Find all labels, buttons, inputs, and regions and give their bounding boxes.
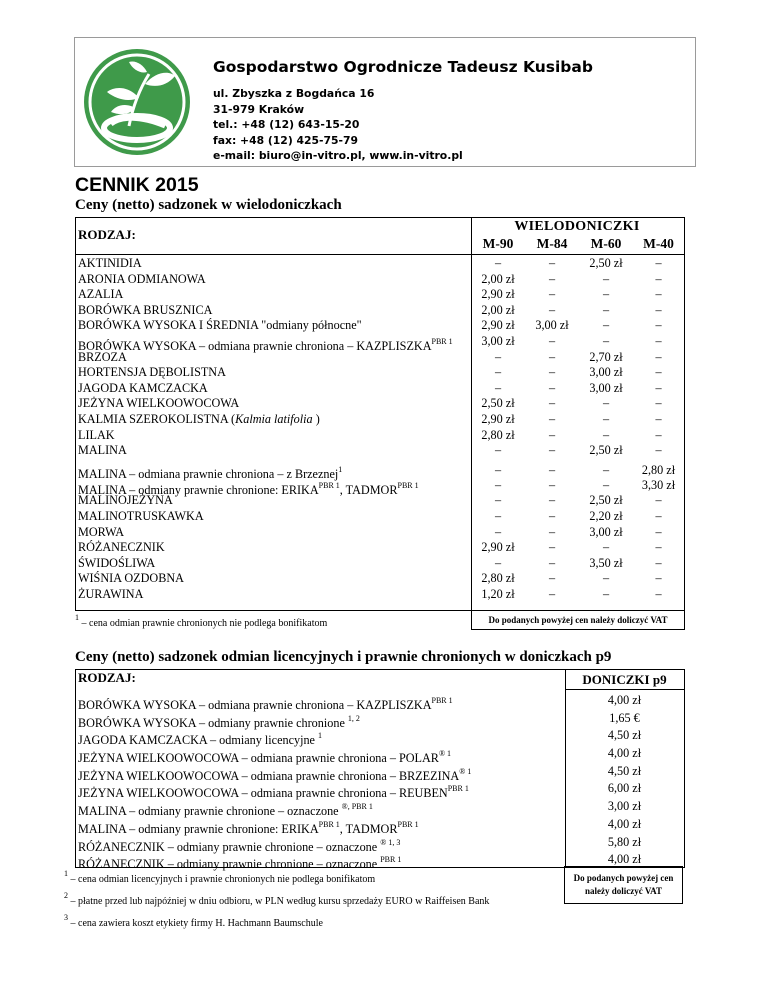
price-cell: – [602,271,610,286]
table-row [76,509,471,525]
price-cell: – [655,443,662,458]
table-row [76,690,565,712]
product-name: JEŻYNA WIELKOOWOCOWA – odmiana prawnie chroniona – REUBEN [78,786,448,801]
section1-title: Ceny (netto) sadzonek w wielodoniczkach [75,197,342,213]
table-row [76,350,471,366]
section2-vat-note: Do podanych powyżej cen należy doliczyć VAT [564,866,683,904]
product-name: BORÓWKA WYSOKA – odmiany prawnie chronione [78,715,348,730]
product-latin-name: Kalmia latifolia [235,411,313,426]
price-cell: – [494,380,502,395]
rodzaj-header: RODZAJ: [78,670,136,685]
price-cell: – [655,349,662,364]
m90-values [471,256,525,602]
table-row [76,796,565,819]
price-cell: – [602,571,610,586]
table-row [76,256,471,272]
product-name: JAGODA KAMCZACKA – odmiany licencyjne [78,733,319,748]
footnote-marker: ® 1 [438,749,452,759]
footnote [64,866,489,888]
price-cell: – [602,396,610,411]
footnote [64,888,489,910]
footnote-marker: 1 [318,731,323,741]
table-row [76,334,471,353]
price-cell: – [655,586,662,601]
price-cell: – [655,508,662,523]
price-cell: – [548,349,556,364]
product-name: ŻURAWINA [78,586,144,601]
product-name-cont: ) [312,411,320,426]
price-cell: – [548,302,556,317]
price-cell: – [548,540,556,555]
product-name: JEŻYNA WIELKOOWOCOWA – odmiana prawnie chroniona – POLAR [78,751,439,766]
logo-icon [81,46,193,158]
price-cell: – [494,256,502,270]
footnote-marker: PBR 1 [318,819,340,829]
price-cell: – [548,586,556,601]
price-cell: – [548,571,556,586]
footnote-marker: ® 1, 3 [380,837,401,847]
price-cell: 2,50 zł [589,443,623,458]
price-cell: 3,30 zł [641,477,676,492]
table-row [76,708,565,730]
price-cell: – [548,443,556,458]
price-cell: – [548,396,556,411]
section2-footnotes [64,866,489,931]
product-name: BORÓWKA WYSOKA I ŚREDNIA "odmiany północne" [78,318,362,333]
footnote-marker: PBR 1 [447,784,469,794]
product-name: MALINOTRUSKAWKA [78,508,204,523]
price-cell: – [548,333,556,348]
price-cell: – [655,540,662,555]
price-cell: 5,80 zł [607,834,642,849]
price-cell: – [548,411,556,426]
price-cell: 2,90 zł [481,540,515,555]
col-m90: M-90 [482,236,514,251]
table-row [76,303,471,319]
table-row [76,725,565,748]
product-name: RÓŻANECZNIK – odmiany prawnie chronione – oznaczone [78,857,381,872]
price-cell: 2,50 zł [589,256,623,270]
price-cell: – [655,365,662,380]
price-cell: – [655,256,662,270]
price-cell: – [548,508,556,523]
col-m40: M-40 [643,236,674,251]
product-name: AZALIA [78,287,124,302]
price-cell: – [548,555,556,570]
price-cell: 2,90 zł [481,287,515,302]
address-city: 31-979 Kraków [213,102,305,116]
product-name: MALINA [78,443,127,458]
section1-vat-note: Do podanych powyżej cen należy doliczyć VAT [471,610,685,630]
price-cell: – [655,555,662,570]
footnote-text: – płatne przed lub najpóźniej w dniu odbioru, w PLN według kursu sprzedaży EURO w Raiffeisen Bank [68,895,490,907]
price-cell: – [602,586,610,601]
footnote-marker: PBR 1 [431,696,453,705]
price-cell: 3,00 zł [481,333,515,348]
price-cell: – [494,493,502,508]
footnote-marker: ® 1 [459,766,472,776]
price-cell: – [494,365,502,380]
price-cell: 4,00 zł [607,693,642,707]
price-cell: 3,00 zł [535,318,569,333]
address-email: e-mail: biuro@in-vitro.pl, www.in-vitro.pl [213,149,463,163]
price-cell: – [655,271,662,286]
address-phone: tel.: +48 (12) 643-15-20 [213,118,360,132]
price-cell: 1,65 € [609,710,640,725]
table-row [76,832,565,854]
footnote-marker: PBR 1 [431,336,453,346]
product-name: JEŻYNA WIELKOOWOCOWA [78,396,240,411]
section1-footnote: $^1$ – cena odmian prawnie chronionych nie podlega bonifikatom [75,613,328,629]
m84-values [525,256,579,602]
price-cell: 2,90 zł [481,411,515,426]
product-name: MALINA – odmiany prawnie chronione: ERIKA [78,482,319,497]
price-cell: – [548,462,556,477]
product-name: RÓŻANECZNIK – odmiany prawnie chronione – oznaczone [78,839,381,854]
price-cell: 6,00 zł [607,781,642,796]
product-name: HORTENSJA DĘBOLISTNA [78,365,226,380]
table-row [76,459,471,481]
table-row [76,272,471,288]
price-cell: 2,80 zł [481,571,515,586]
price-cell: – [494,555,502,570]
product-name-cont: , TADMOR [339,482,398,497]
product-name: LILAK [78,427,115,442]
wielodoniczki-header: WIELODONICZKI [514,219,640,234]
price-cell: 3,50 zł [589,555,623,570]
product-name: ŚWIDOŚLIWA [78,555,156,570]
product-name: JAGODA KAMCZACKA [78,380,208,395]
price-cell: 3,00 zł [607,799,642,814]
product-name-cont: , TADMOR [339,821,398,836]
product-name: AKTINIDIA [78,256,142,270]
footnote-marker: PBR 1 [318,480,340,490]
table-row [76,381,471,397]
price-cell: – [494,508,502,523]
wielodoniczki-price-table [75,217,685,611]
product-name: RÓŻANECZNIK [78,540,165,555]
product-name: BORÓWKA BRUSZNICA [78,302,213,317]
col-doniczki-p9: DONICZKI p9 [582,672,667,687]
price-cell: – [494,443,502,458]
table-row [76,525,471,541]
footnote-marker: 3 [64,912,68,922]
price-cell: – [655,396,662,411]
price-cell: 3,00 zł [589,365,623,380]
price-cell: – [602,462,610,477]
table-row [76,761,565,783]
price-cell: – [655,380,662,395]
price-cell: – [548,287,556,302]
price-cell: – [548,477,556,492]
price-cell: – [602,427,610,442]
product-name: MALINA – odmiany prawnie chronione – oznaczone [78,804,342,819]
product-name: KALMIA SZEROKOLISTNA ( [78,411,236,426]
doniczki-price-table [75,669,685,872]
rodzaj-header: RODZAJ: [78,227,136,242]
product-name: MALINA – odmiana prawnie chroniona – z Brzeznej [78,466,339,481]
price-cell: – [548,256,556,270]
table-row [76,318,471,334]
price-cell: – [494,462,502,477]
price-cell: 2,80 zł [481,427,515,442]
address-fax: fax: +48 (12) 425-75-79 [213,133,359,147]
table-row [76,396,471,412]
product-name: MALINA – odmiany prawnie chronione: ERIKA [78,821,319,836]
price-cell: – [602,287,610,302]
page-title: CENNIK 2015 [75,174,199,196]
table-row [76,365,471,381]
table-row [76,743,565,766]
table-row [76,412,471,428]
product-name: MALINOJEŻYNA [78,493,173,508]
price-cell: – [655,302,662,317]
price-cell: – [602,333,610,348]
table-row [76,587,471,603]
table-row [76,493,471,509]
company-address [213,86,463,164]
product-names [76,690,565,872]
footnote-marker: PBR 1 [380,855,402,865]
footnote [64,910,489,932]
product-name: BORÓWKA WYSOKA – odmiana prawnie chroniona – KAZPLISZKA [78,338,432,353]
price-cell: 3,00 zł [589,524,623,539]
address-street: ul. Zbyszka z Bogdańca 16 [213,87,375,100]
price-cell: – [602,540,610,555]
price-cell: 2,70 zł [589,349,623,364]
price-cell: – [494,477,502,492]
price-cell: 2,50 zł [481,396,515,411]
table-row [76,478,471,497]
price-cell: – [494,524,502,539]
price-cell: 2,00 zł [481,271,515,286]
table-row [76,814,565,836]
price-cell: 2,50 zł [589,493,623,508]
price-cell: – [655,493,662,508]
price-cell: – [602,477,610,492]
price-cell: – [602,411,610,426]
price-cell: – [655,411,662,426]
letterhead [74,37,696,167]
price-cell: 2,00 zł [481,302,515,317]
price-cell: – [655,427,662,442]
table-row [76,428,471,444]
product-name: BRZOZA [78,349,127,364]
table-row [76,571,471,587]
price-cell: – [655,571,662,586]
price-cell: – [655,318,662,333]
footnote-marker: 1 [338,464,343,474]
price-cell: – [655,524,662,539]
col-m84: M-84 [536,236,568,251]
product-name: BORÓWKA WYSOKA – odmiana prawnie chroniona – KAZPLISZKA [78,698,432,712]
section2-title: Ceny (netto) sadzonek odmian licencyjnych i prawnie chronionych w doniczkach p9 [75,649,612,665]
price-cell: 2,20 zł [589,508,623,523]
price-cell: – [548,380,556,395]
price-cell: – [655,287,662,302]
footnote-marker: 1, 2 [347,713,360,723]
footnote-marker: PBR 1 [397,819,419,829]
price-cell: 4,00 zł [607,746,642,761]
product-name: WIŚNIA OZDOBNA [78,571,184,586]
price-cell: – [548,524,556,539]
price-cell: – [494,349,502,364]
price-cell: 4,50 zł [607,763,642,778]
product-name: MORWA [78,524,125,539]
footnote-marker: ®, PBR 1 [341,802,373,812]
m40-values [633,256,684,602]
price-cell: – [602,302,610,317]
footnote-marker: 2 [64,890,68,900]
price-cell: – [602,318,610,333]
price-cell: 4,50 zł [607,728,642,743]
footnote-marker: PBR 1 [397,480,419,490]
table-row [76,778,565,801]
m60-values [579,256,633,602]
p9-values [565,690,684,867]
price-cell: – [655,333,662,348]
price-cell: – [548,271,556,286]
price-cell: – [548,365,556,380]
col-m60: M-60 [590,236,622,251]
product-name: JEŻYNA WIELKOOWOCOWA – odmiana prawnie chroniona – BRZEZINA [78,768,460,783]
product-name: ARONIA ODMIANOWA [78,271,206,286]
price-cell: 4,00 zł [607,852,642,867]
footnote-marker: 1 [64,869,68,878]
price-cell: – [548,427,556,442]
price-cell: – [548,493,556,508]
company-name: Gospodarstwo Ogrodnicze Tadeusz Kusibab [213,58,593,76]
table-row [76,443,471,459]
price-cell: 2,80 zł [641,462,676,477]
price-cell: 4,00 zł [607,816,642,831]
table-row [76,849,565,872]
table-row [76,287,471,303]
price-cell: 2,90 zł [481,318,515,333]
price-cell: 3,00 zł [589,380,623,395]
table-row [76,556,471,572]
footnote-text: – cena odmian licencyjnych i prawnie chronionych nie podlega bonifikatom [68,874,376,885]
table-row [76,540,471,556]
product-names [76,256,471,602]
footnote-text: – cena zawiera koszt etykiety firmy H. Hachmann Baumschule [68,917,323,929]
price-cell: 1,20 zł [481,586,515,601]
